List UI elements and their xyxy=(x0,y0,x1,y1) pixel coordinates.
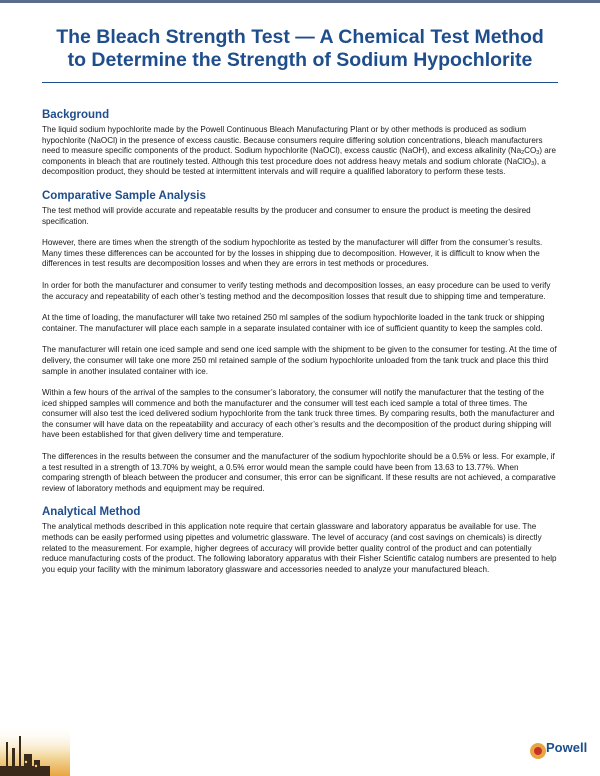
analytical-heading: Analytical Method xyxy=(42,506,141,519)
title-line-2: to Determine the Strength of Sodium Hypochlorite xyxy=(67,49,533,71)
comparative-paragraph: In order for both the manufacturer and consumer to verify testing methods and decomposition losses, an easy procedure can be used to verify the accuracy and repeatability of each other’s testing method and the decomposition losses that result due to shipping time and temperature. xyxy=(42,280,551,301)
comparative-heading: Comparative Sample Analysis xyxy=(42,189,206,202)
comparative-paragraph: However, there are times when the strength of the sodium hypochlorite as tested by the manufacturer will differ from the consumer’s results. Many times these differences can be accounted for by the losses in shipping due to decomposition. However, it is difficult to know when the differences in test results are decomposition losses and when they are errors in test methods or procedures. xyxy=(42,238,543,269)
comparative-section xyxy=(42,189,558,494)
document-body xyxy=(42,108,558,586)
analytical-paragraph: The analytical methods described in this application note require that certain glassware and laboratory apparatus be available for use. The methods can be easily performed using pipettes and volumetric glassware. The level of accuracy (and cost savings on chemicals) is directly related to the measurement. For example, higher degrees of accuracy will provide better quality control of the product and can potentially reduce manufacturing costs of the product. The following laboratory apparatus with their Fisher Scientific catalog numbers are presented to help you equip your facility with the minimum laboratory glassware and accessories needed to analyze your manufactured bleach. xyxy=(42,522,557,574)
title-divider xyxy=(42,82,558,83)
powell-logo-text: Powell xyxy=(546,740,588,755)
comparative-paragraph: The manufacturer will retain one iced sample and send one iced sample with the shipment to be given to the consumer for testing. At the time of delivery, the consumer will take one more 250 ml retained sample of the sodium hypochlorite unloaded from the tank truck and place this third sample in another insulated container with ice. xyxy=(42,345,557,376)
background-heading: Background xyxy=(42,109,110,121)
comparative-paragraph: The differences in the results between the consumer and the manufacturer of the sodium hypochlorite should be a 0.5% or less. For example, if a test resulted in a strength of 13.70% by weight, a 0.5% error would mean the sample could have been from 13.63 to 13.77%. When comparing strength of bleach between the producer and consumer, this error can be significant. If these results are not achieved, a comparative review of laboratory methods and equipment may be required. xyxy=(42,452,556,493)
comparative-paragraph: Within a few hours of the arrival of the samples to the consumer’s laboratory, the consumer will notify the manufacturer that the testing of the iced shipped samples will commence and both the manufacturer and the consumer will test each iced sample a total of three times. The consumer will also test the iced delivered sodium hypochlorite from the tank truck three times. By comparing results, both the manufacturer and the consumer will have data on the repeatability and accuracy of each other’s results and the decomposition of the product during shipping will have been established for that given delivery time and temperature. xyxy=(42,388,555,440)
background-section xyxy=(42,108,558,178)
document-title xyxy=(30,26,570,72)
comparative-paragraph: At the time of loading, the manufacturer will take two retained 250 ml samples of the sodium hypochlorite loaded in the tank truck or shipping container. The manufacturer will place each sample in a separate insulated container with ice of sufficient quantity to keep the samples cold. xyxy=(42,313,545,333)
comparative-paragraph: The test method will provide accurate and repeatable results by the producer and consumer to ensure the product is meeting the desired specification. xyxy=(42,205,531,226)
title-line-1: The Bleach Strength Test — A Chemical Test Method xyxy=(56,26,544,48)
analytical-section xyxy=(42,505,558,575)
top-rule xyxy=(0,0,600,3)
background-paragraph: The liquid sodium hypochlorite made by the Powell Continuous Bleach Manufacturing Plant or by other methods is produced as sodium hypochlorite (NaOCl) in the presence of excess caustic. Because consumers require differing solution concentrations, bleach manufacturers need to measure specific components of the product. Sodium hypochlorite (NaOCl), excess caustic (NaOH), and excess alkalinity $(Na_2CO_3)$ are components in bleach that are routinely tested. Although this test procedure does not address heavy metals and sodium chlorate (NaClO$_3$), a decomposition product, they should be tested at intermittent intervals and will require a qualified laboratory to perform these tests. xyxy=(42,125,557,177)
plant-silhouette-image xyxy=(0,706,70,776)
